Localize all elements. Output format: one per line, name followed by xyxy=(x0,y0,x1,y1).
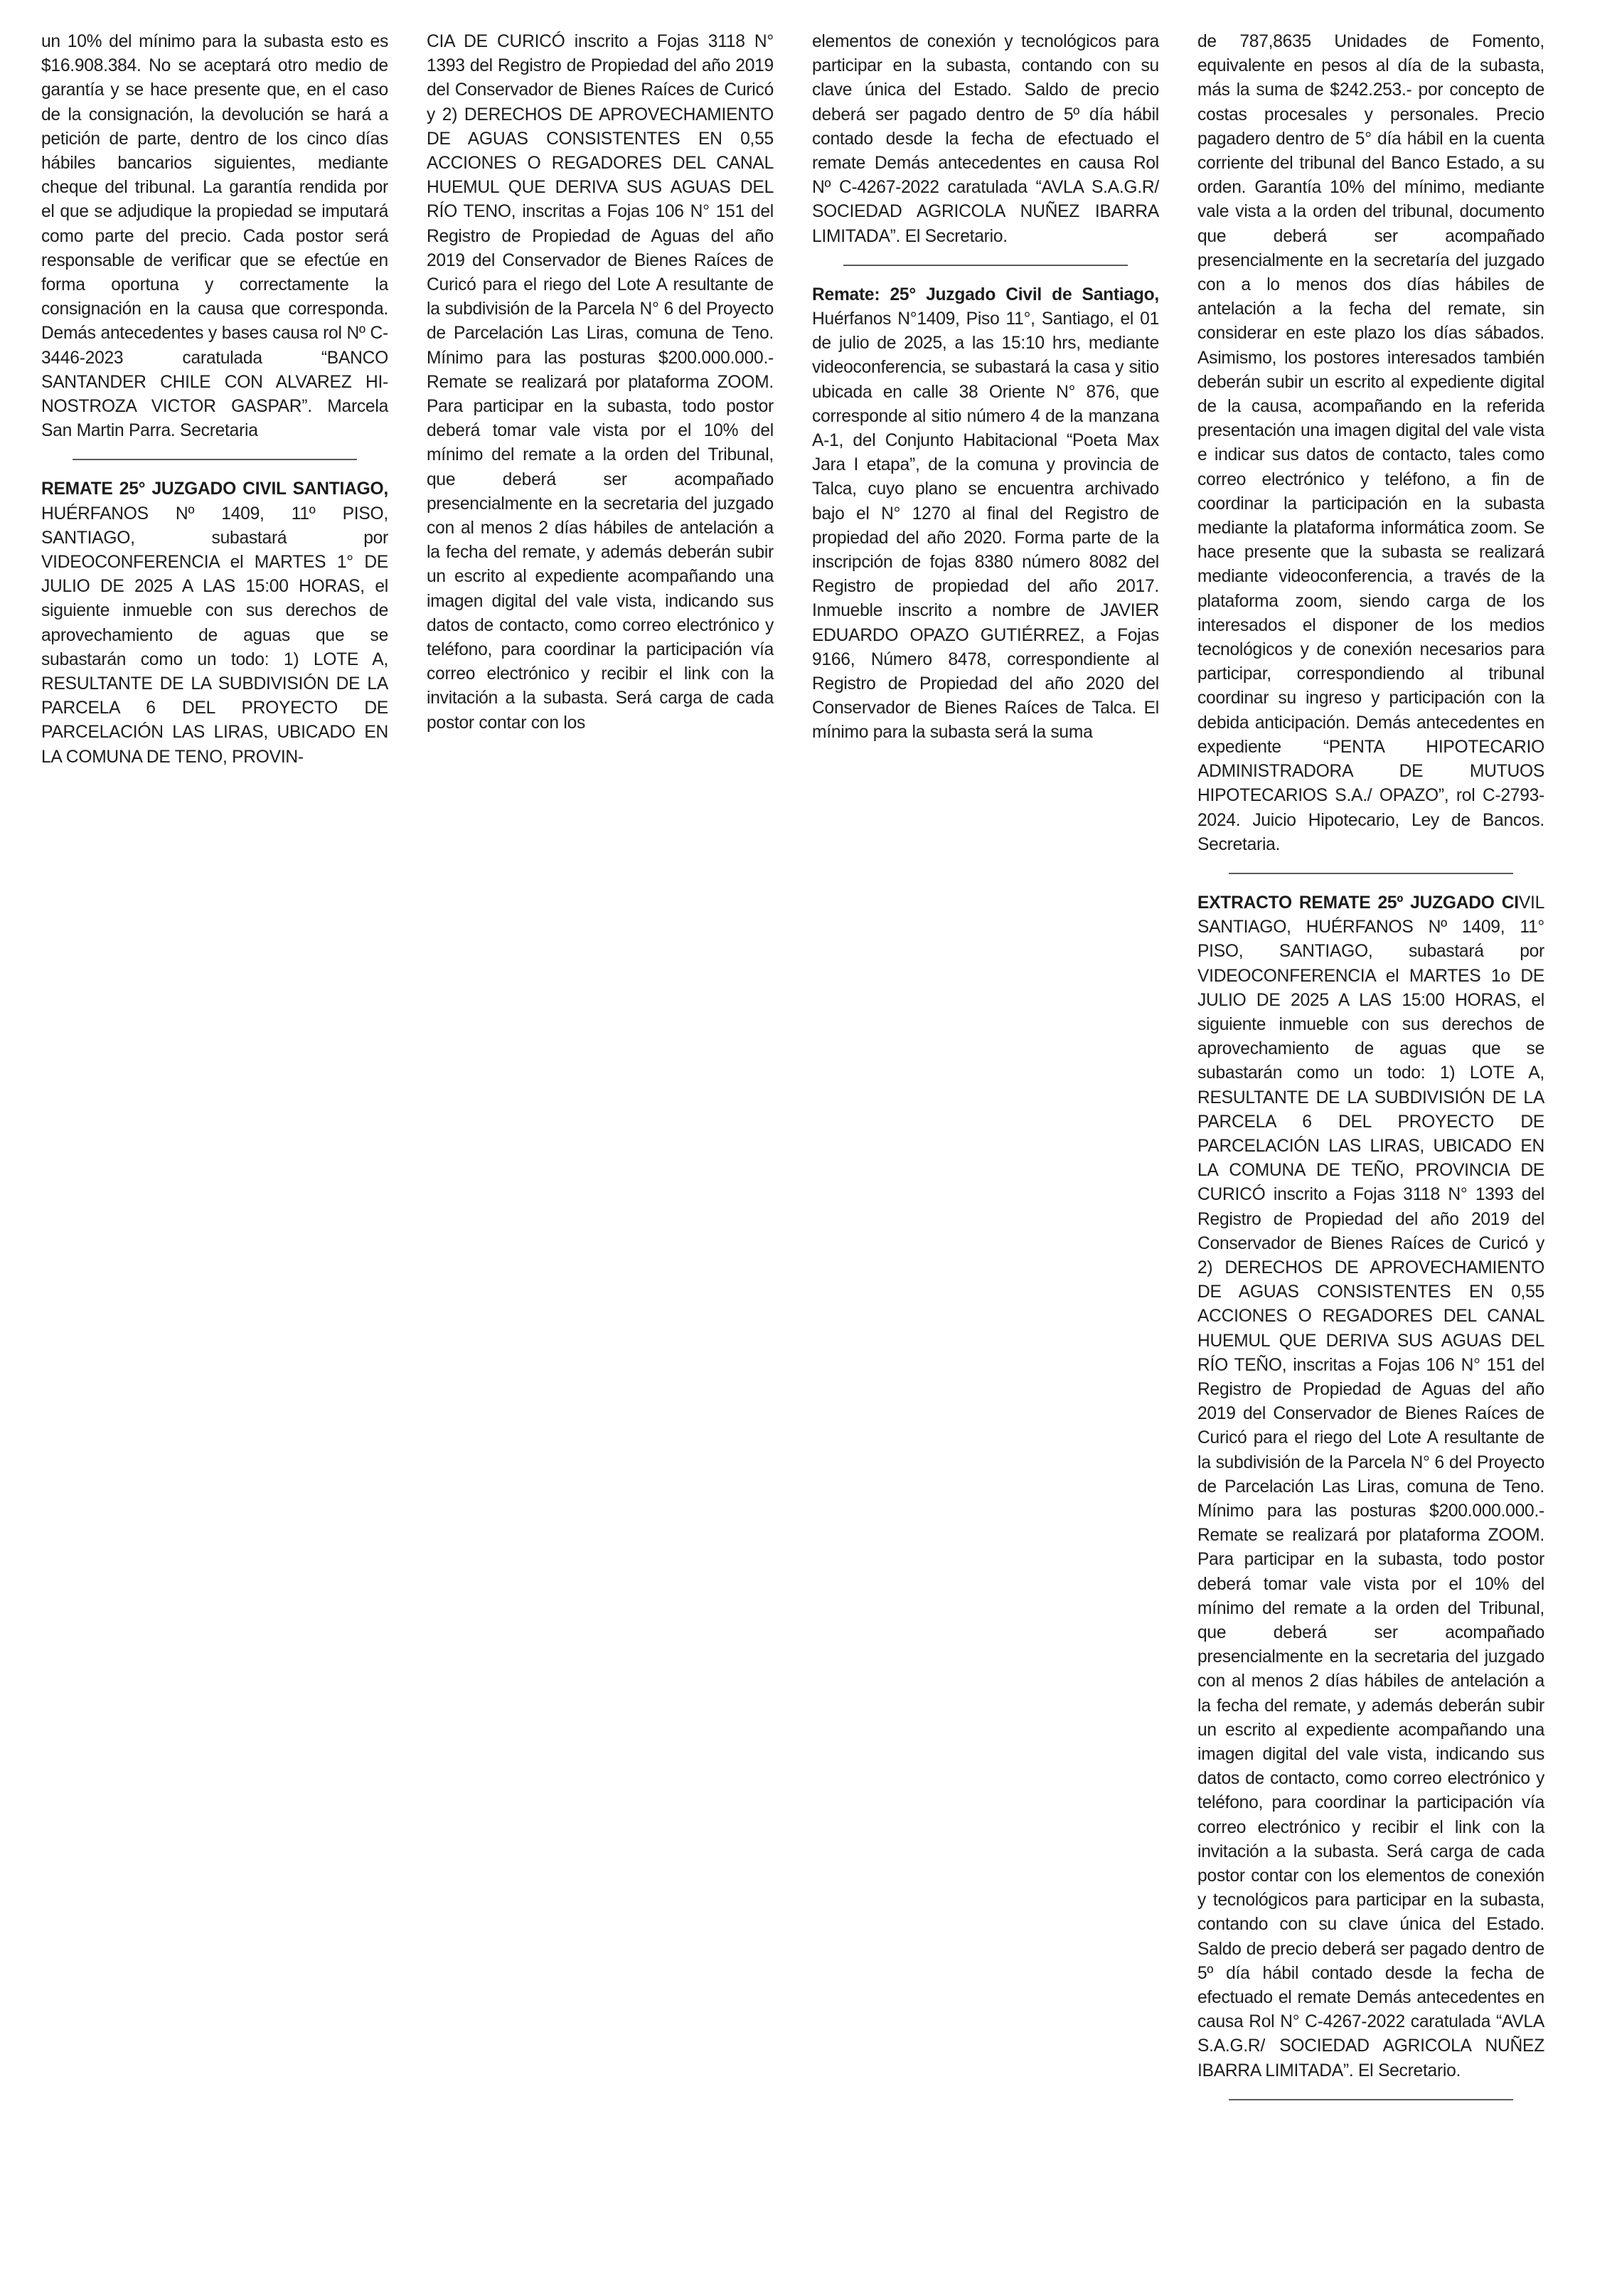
notice-continuation xyxy=(41,30,388,443)
notice-body: HUÉRFANOS Nº 1409, 11º PISO, SANTIAGO, subastará por VIDEOCONFERENCIA el MARTES 1° DE JULIO DE 2025 A LAS 15:00 HORAS, el siguiente inmueble con sus derechos de aprovechamiento de aguas que se subastarán como un todo: 1) LOTE A, RESULTANTE DE LA SUBDIVISIÓN DE LA PARCELA 6 DEL PROYECTO DE PARCELACIÓN LAS LIRAS, UBICADO EN LA COMUNA DE TENO, PROVIN- xyxy=(41,504,388,767)
notice-heading: EXTRACTO REMATE 25º JUZGADO CI xyxy=(1197,893,1519,913)
divider-rule xyxy=(843,265,1128,266)
column-1 xyxy=(41,30,388,2268)
divider-rule xyxy=(1229,873,1513,874)
notice-body: de 787,8635 Unidades de Fomento, equivalente en pesos al día de la subasta, más la suma de $242.253.- por concepto de costas procesales y personales. Precio pagadero dentro de 5° día hábil en la cuenta corriente del tribunal del Banco Estado, a su orden. Garantía 10% del mínimo, mediante vale vista a la orden del tribunal, documento que deberá ser acompañado presencialmente en la secretaría del juzgado con a lo menos dos días hábiles de antelación a la fecha del remate, sin considerar en este plazo los días sábados. Asimismo, los postores interesados también deberán subir un escrito al expediente digital de la causa, acompañando en la referida presentación una imagen digital del vale vista e indicar sus datos de contacto, tales como correo electrónico y teléfono, a fin de coordinar la participación en la subasta mediante la plataforma informática zoom. Se hace presente que la subasta se realizará mediante videoconferencia, a través de la plataforma zoom, siendo carga de los interesados el disponer de los medios tecnológicos y de conexión necesarios para participar, correspondiendo al tribunal coordinar su ingreso y participación con la debida anticipación. Demás antecedentes en expediente “PENTA HIPOTECARIO ADMINISTRADORA DE MUTUOS HIPOTECARIOS S.A./ OPAZO”, rol C-2793- 2024. Juicio Hipotecario, Ley de Bancos. Secretaria. xyxy=(1197,32,1544,854)
notice-heading: REMATE 25° JUZGADO CIVIL SANTIAGO, xyxy=(41,479,388,499)
column-2 xyxy=(427,30,774,2268)
notice-body: elementos de conexión y tecnológicos para participar en la subasta, contando con su clave única del Estado. Saldo de precio deberá ser pagado dentro de 5º día hábil contado desde la fecha de efectuado el remate Demás antecedentes en causa Rol Nº C-4267-2022 caratulada “AVLA S.A.G.R/ SOCIEDAD AGRICOLA NUÑEZ IBARRA LIMITADA”. El Secretario. xyxy=(812,32,1159,246)
notice-body: un 10% del mínimo para la subasta esto es $16.908.384. No se aceptará otro medio de garantía y se hace presente que, en el caso de la consignación, la devolución se hará a petición de parte, dentro de los cinco días hábiles bancarios siguientes, mediante cheque del tribunal. La garantía rendida por el que se adjudique la propiedad se imputará como parte del precio. Cada postor será responsable de verificar que se efectúe en forma oportuna y correctamente la consignación en la causa que corresponda. Demás antecedentes y bases causa rol Nº C-3446-2023 caratulada “BANCO SANTANDER CHILE CON ALVAREZ HI-NOSTROZA VICTOR GASPAR”. Marcela San Martin Parra. Secretaria xyxy=(41,32,388,441)
notice-body: CIA DE CURICÓ inscrito a Fojas 3118 N° 1393 del Registro de Propiedad del año 2019 del Conservador de Bienes Raíces de Curicó y 2) DERECHOS DE APROVECHAMIENTO DE AGUAS CONSISTENTES EN 0,55 ACCIONES O REGADORES DEL CANAL HUEMUL QUE DERIVA SUS AGUAS DEL RÍO TENO, inscritas a Fojas 106 N° 151 del Registro de Propiedad de Aguas del año 2019 del Conservador de Bienes Raíces de Curicó para el riego del Lote A resultante de la subdivisión de la Parcela N° 6 del Proyecto de Parcelación Las Liras, comuna de Teno. Mínimo para las posturas $200.000.000.- Remate se realizará por plataforma ZOOM. Para participar en la subasta, todo postor deberá tomar vale vista por el 10% del mínimo del remate a la orden del Tribunal, que deberá ser acompañado presencialmente en la secretaria del juzgado con al menos 2 días hábiles de antelación a la fecha del remate, y además deberán subir un escrito al expediente acompañando una imagen digital del vale vista, indicando sus datos de contacto, como correo electrónico y teléfono, para coordinar la participación vía correo electrónico y recibir el link con la invitación a la subasta. Será carga de cada postor contar con los xyxy=(427,32,774,733)
divider-rule xyxy=(1229,2099,1513,2100)
notice-continuation xyxy=(812,30,1159,249)
notice-remate-talca xyxy=(812,283,1159,745)
notice-extracto-remate xyxy=(1197,891,1544,2083)
notice-body: VIL SANTIAGO, HUÉRFANOS Nº 1409, 11° PISO, SANTIAGO, subastará por VIDEOCONFERENCIA el MARTES 1o DE JULIO DE 2025 A LAS 15:00 HORAS, el siguiente inmueble con sus derechos de aprovechamiento de aguas que se subastarán como un todo: 1) LOTE A, RESULTANTE DE LA SUBDIVISIÓN DE LA PARCELA 6 DEL PROYECTO DE PARCELACIÓN LAS LIRAS, UBICADO EN LA COMUNA DE TEÑO, PROVINCIA DE CURICÓ inscrito a Fojas 3118 N° 1393 del Registro de Propiedad del año 2019 del Conservador de Bienes Raíces de Curicó y 2) DERECHOS DE APROVECHAMIENTO DE AGUAS CONSISTENTES EN 0,55 ACCIONES O REGADORES DEL CANAL HUEMUL QUE DERIVA SUS AGUAS DEL RÍO TEÑO, inscritas a Fojas 106 N° 151 del Registro de Propiedad de Aguas del año 2019 del Conservador de Bienes Raíces de Curicó para el riego del Lote A resultante de la subdivisión de la Parcela N° 6 del Proyecto de Parcelación Las Liras, comuna de Teno. Mínimo para las posturas $200.000.000.- Remate se realizará por plataforma ZOOM. Para participar en la subasta, todo postor deberá tomar vale vista por el 10% del mínimo del remate a la orden del Tribunal, que deberá ser acompañado presencialmente en la secretaria del juzgado con al menos 2 días hábiles de antelación a la fecha del remate, y además deberán subir un escrito al expediente acompañando una imagen digital del vale vista, indicando sus datos de contacto, como correo electrónico y teléfono, para coordinar la participación vía correo electrónico y recibir el link con la invitación a la subasta. Será carga de cada postor contar con los elementos de conexión y tecnológicos para participar en la subasta, contando con su clave única del Estado. Saldo de precio deberá ser pagado dentro de 5º día hábil contado desde la fecha de efectuado el remate Demás antecedentes en causa Rol N° C-4267-2022 caratulada “AVLA S.A.G.R/ SOCIEDAD AGRICOLA NUÑEZ IBARRA LIMITADA”. El Secretario. xyxy=(1197,893,1544,2080)
notice-continuation xyxy=(427,30,774,735)
column-3 xyxy=(812,30,1159,2268)
notice-body: Huérfanos N°1409, Piso 11°, Santiago, el 01 de julio de 2025, a las 15:10 hrs, mediante videoconferencia, se subastará la casa y sitio ubicada en calle 38 Oriente N° 876, que corresponde al sitio número 4 de la manzana A-1, del Conjunto Habitacional “Poeta Max Jara I etapa”, de la comuna y provincia de Talca, cuyo plano se encuentra archivado bajo el N° 1270 al final del Registro de propiedad del año 2020. Forma parte de la inscripción de fojas 8380 número 8082 del Registro de propiedad del año 2017. Inmueble inscrito a nombre de JAVIER EDUARDO OPAZO GUTIÉRREZ, a Fojas 9166, Número 8478, correspondiente al Registro de Propiedad del año 2020 del Conservador de Bienes Raíces de Talca. El mínimo para la subasta será la suma xyxy=(812,309,1159,743)
column-4 xyxy=(1197,30,1544,2268)
notice-continuation xyxy=(1197,30,1544,857)
divider-rule xyxy=(73,459,357,460)
notice-heading: Remate: 25° Juzgado Civil de Santiago, xyxy=(812,285,1159,304)
notice-remate-25-juzgado xyxy=(41,477,388,769)
